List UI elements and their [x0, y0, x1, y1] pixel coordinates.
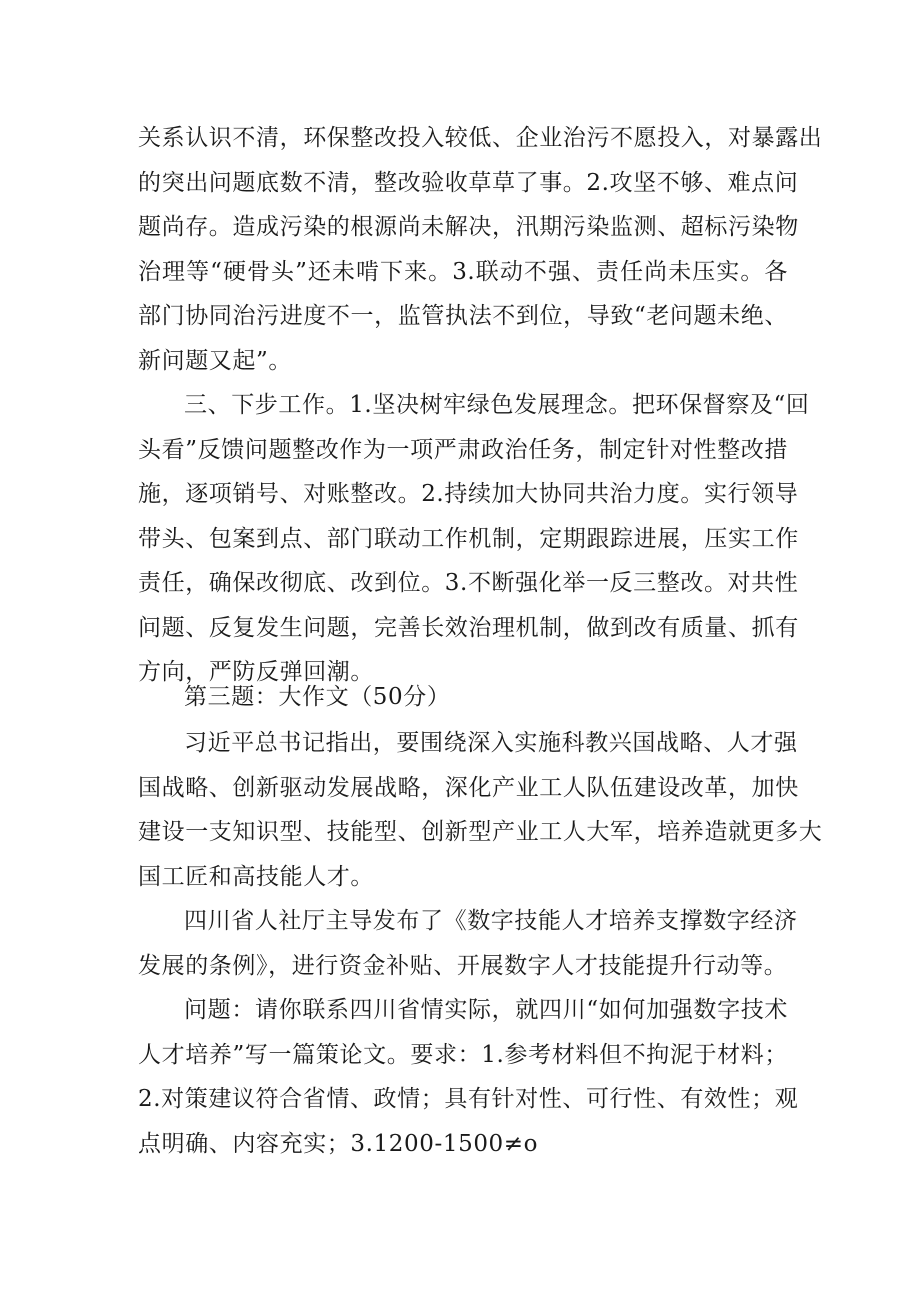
paragraph-quote: [138, 721, 823, 899]
text-line: 关系认识不清，环保整改投入较低、企业治污不愿投入，对暴露出: [138, 125, 823, 151]
text-line: 人才培养”写一篇策论文。要求：1.参考材料但不拘泥于材料；: [138, 1041, 788, 1068]
text-line: 责任，确保改彻底、改到位。3.不断强化举一反三整改。对共性: [138, 570, 799, 596]
text-line: 问题、反复发生问题，完善长效治理机制，做到改有质量、抓有: [138, 614, 799, 641]
text-line: 的突出问题底数不清，整改验收草草了事。2.攻坚不够、难点问: [138, 169, 799, 196]
text-line: 带头、包案到点、部门联动工作机制，定期跟踪进展，压实工作: [138, 525, 799, 552]
text-line: 习近平总书记指出，要围绕深入实施科教兴国战略、人才强: [184, 730, 798, 756]
paragraph-problems-continued: [138, 116, 823, 383]
text-line: 方向，严防反弹回潮。: [138, 659, 374, 685]
question-heading: [138, 675, 788, 720]
text-line: 新问题又起”。: [138, 347, 292, 374]
text-line: 国工匠和高技能人才。: [138, 863, 374, 890]
text-line: 点明确、内容充实；3.1200-1500≠o: [138, 1130, 539, 1157]
text-line: 头看”反馈问题整改作为一项严肃政治任务，制定针对性整改措: [138, 436, 788, 463]
text-line: 国战略、创新驱动发展战略，深化产业工人队伍建设改革，加快: [138, 774, 799, 801]
paragraph-essay-question: [138, 988, 799, 1166]
text-line: 治理等“硬骨头”还未啃下来。3.联动不强、责任尚未压实。各: [138, 258, 788, 285]
text-line: 施，逐项销号、对账整改。2.持续加大协同共治力度。实行领导: [138, 481, 799, 507]
paragraph-sichuan-policy: [138, 899, 798, 988]
text-line: 发展的条例》，进行资金补贴、开展数字人才技能提升行动等。: [138, 952, 788, 979]
text-line: 四川省人社厅主导发布了《数字技能人才培养支撑数字经济: [184, 908, 798, 934]
text-line: 第三题：大作文（50分）: [184, 684, 451, 710]
text-line: 问题：请你联系四川省情实际，就四川“如何加强数字技术: [184, 997, 788, 1023]
text-line: 2.对策建议符合省情、政情；具有针对性、可行性、有效性；观: [138, 1086, 799, 1112]
text-line: 建设一支知识型、技能型、创新型产业工人大军，培养造就更多大: [138, 819, 823, 845]
text-line: 部门协同治污进度不一，监管执法不到位，导致“老问题未绝、: [138, 303, 788, 329]
text-line: 题尚存。造成污染的根源尚未解决，汛期污染监测、超标污染物: [138, 214, 799, 240]
paragraph-next-steps: [138, 383, 810, 695]
text-line: 三、下步工作。1.坚决树牢绿色发展理念。把环保督察及“回: [184, 392, 810, 418]
